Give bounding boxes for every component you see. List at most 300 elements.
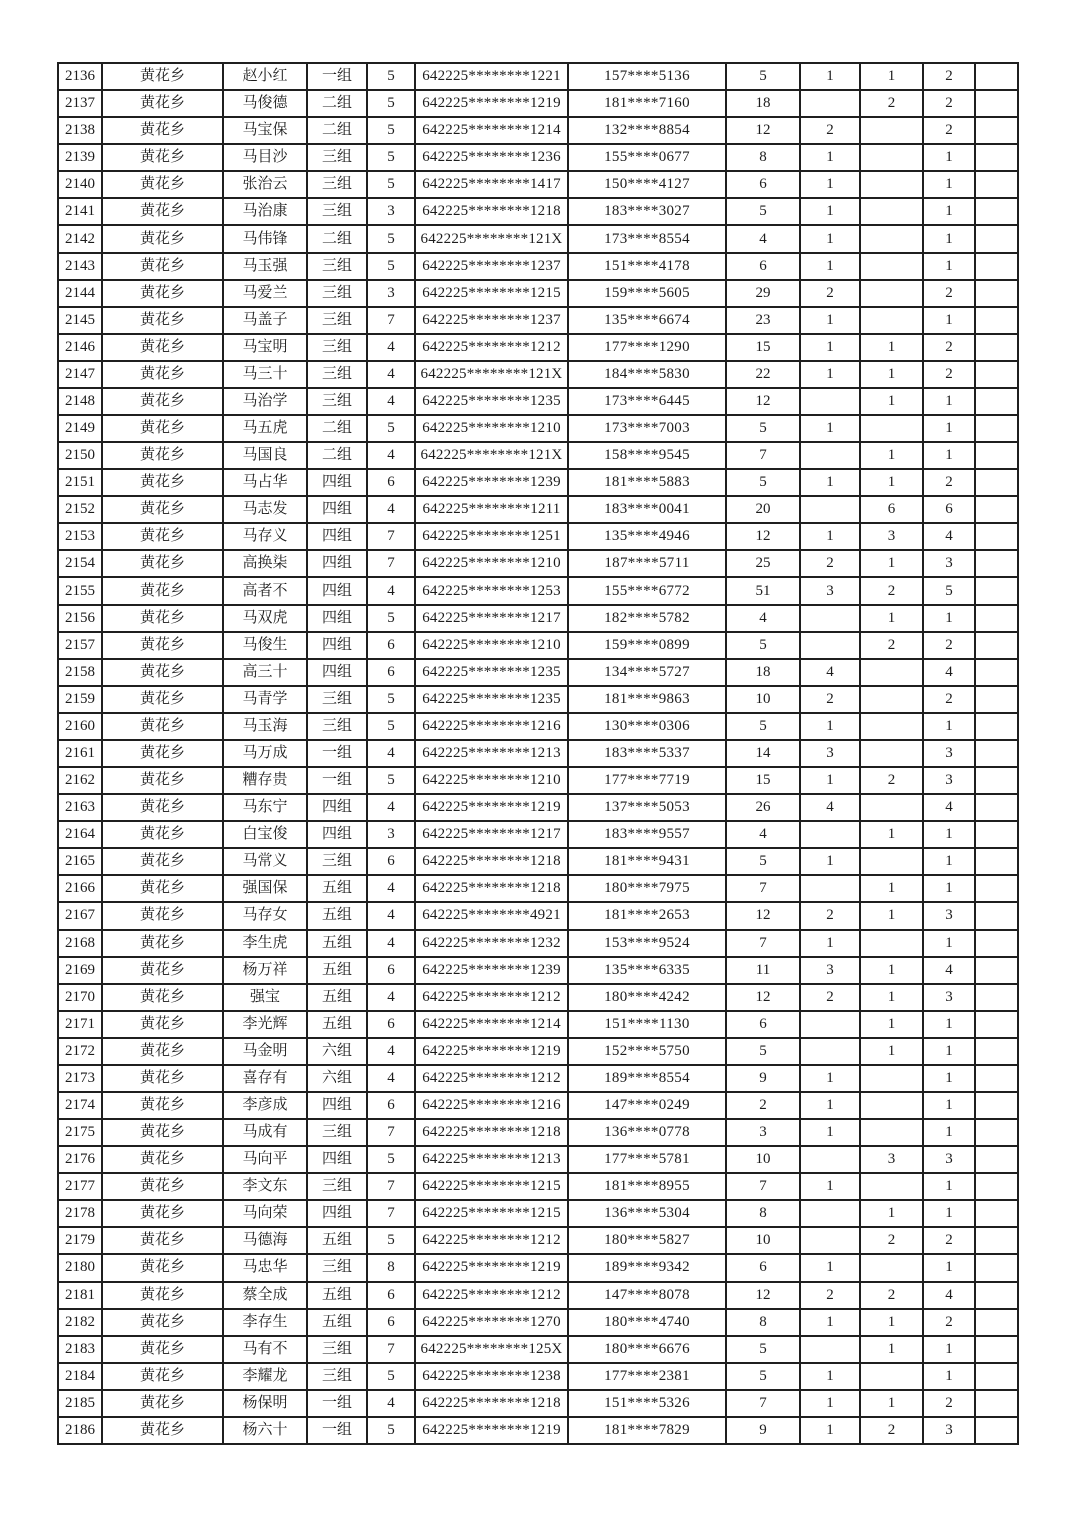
- township: 黄花乡: [102, 523, 223, 550]
- count-1: 12: [726, 1282, 800, 1309]
- count-1: 5: [726, 713, 800, 740]
- household-size: 4: [367, 984, 415, 1011]
- person-name: 马占华: [223, 469, 307, 496]
- count-1: 5: [726, 415, 800, 442]
- household-size: 7: [367, 307, 415, 334]
- count-1: 7: [726, 1390, 800, 1417]
- count-2: 3: [800, 577, 860, 604]
- count-2: 1: [800, 1173, 860, 1200]
- count-2: 1: [800, 1065, 860, 1092]
- blank-cell: [975, 767, 1018, 794]
- id-number-masked: 642225********1270: [415, 1309, 568, 1336]
- count-2: 1: [800, 1254, 860, 1281]
- count-total: 1: [923, 821, 975, 848]
- count-1: 10: [726, 1227, 800, 1254]
- township: 黄花乡: [102, 875, 223, 902]
- blank-cell: [975, 1011, 1018, 1038]
- count-2: 1: [800, 253, 860, 280]
- blank-cell: [975, 1119, 1018, 1146]
- household-size: 4: [367, 442, 415, 469]
- household-size: 5: [367, 415, 415, 442]
- township: 黄花乡: [102, 442, 223, 469]
- sequence-number: 2181: [58, 1282, 102, 1309]
- household-size: 4: [367, 902, 415, 929]
- household-size: 5: [367, 117, 415, 144]
- village-group: 五组: [307, 957, 367, 984]
- count-3: 2: [860, 1417, 923, 1444]
- village-group: 六组: [307, 1038, 367, 1065]
- count-1: 4: [726, 225, 800, 252]
- id-number-masked: 642225********1210: [415, 415, 568, 442]
- township: 黄花乡: [102, 713, 223, 740]
- count-total: 1: [923, 1038, 975, 1065]
- id-number-masked: 642225********1237: [415, 253, 568, 280]
- count-total: 1: [923, 1065, 975, 1092]
- person-name: 强宝: [223, 984, 307, 1011]
- id-number-masked: 642225********1235: [415, 659, 568, 686]
- table-row: [58, 767, 1018, 794]
- table-row: [58, 1254, 1018, 1281]
- blank-cell: [975, 930, 1018, 957]
- phone-masked: 173****6445: [568, 388, 726, 415]
- table-row: [58, 713, 1018, 740]
- count-2: 1: [800, 767, 860, 794]
- household-size: 5: [367, 1363, 415, 1390]
- count-1: 6: [726, 171, 800, 198]
- count-total: 1: [923, 1173, 975, 1200]
- phone-masked: 159****0899: [568, 632, 726, 659]
- count-3: [860, 659, 923, 686]
- phone-masked: 181****7160: [568, 90, 726, 117]
- count-total: 1: [923, 415, 975, 442]
- phone-masked: 157****5136: [568, 63, 726, 90]
- count-3: [860, 307, 923, 334]
- count-1: 4: [726, 821, 800, 848]
- person-name: 蔡全成: [223, 1282, 307, 1309]
- count-total: 3: [923, 902, 975, 929]
- count-2: 1: [800, 334, 860, 361]
- count-3: [860, 713, 923, 740]
- count-3: [860, 1065, 923, 1092]
- id-number-masked: 642225********1218: [415, 1390, 568, 1417]
- table-row: [58, 1146, 1018, 1173]
- count-total: 2: [923, 686, 975, 713]
- sequence-number: 2153: [58, 523, 102, 550]
- village-group: 四组: [307, 496, 367, 523]
- table-row: [58, 902, 1018, 929]
- table-row: [58, 117, 1018, 144]
- person-name: 赵小红: [223, 63, 307, 90]
- township: 黄花乡: [102, 171, 223, 198]
- id-number-masked: 642225********1232: [415, 930, 568, 957]
- count-total: 1: [923, 225, 975, 252]
- count-total: 4: [923, 523, 975, 550]
- phone-masked: 151****1130: [568, 1011, 726, 1038]
- count-2: [800, 1011, 860, 1038]
- township: 黄花乡: [102, 469, 223, 496]
- phone-masked: 155****6772: [568, 577, 726, 604]
- sequence-number: 2186: [58, 1417, 102, 1444]
- blank-cell: [975, 875, 1018, 902]
- person-name: 马万成: [223, 740, 307, 767]
- person-name: 马爱兰: [223, 280, 307, 307]
- phone-masked: 134****5727: [568, 659, 726, 686]
- count-3: [860, 117, 923, 144]
- person-name: 糟存贵: [223, 767, 307, 794]
- sequence-number: 2147: [58, 361, 102, 388]
- household-size: 5: [367, 225, 415, 252]
- village-group: 二组: [307, 415, 367, 442]
- count-1: 25: [726, 550, 800, 577]
- phone-masked: 184****5830: [568, 361, 726, 388]
- count-2: 2: [800, 686, 860, 713]
- village-group: 三组: [307, 713, 367, 740]
- count-1: 11: [726, 957, 800, 984]
- phone-masked: 177****5781: [568, 1146, 726, 1173]
- township: 黄花乡: [102, 1092, 223, 1119]
- count-3: [860, 740, 923, 767]
- township: 黄花乡: [102, 902, 223, 929]
- township: 黄花乡: [102, 632, 223, 659]
- count-1: 14: [726, 740, 800, 767]
- village-group: 三组: [307, 334, 367, 361]
- phone-masked: 181****5883: [568, 469, 726, 496]
- person-name: 高者不: [223, 577, 307, 604]
- count-1: 5: [726, 1038, 800, 1065]
- table-row: [58, 1417, 1018, 1444]
- count-3: 1: [860, 550, 923, 577]
- count-total: 6: [923, 496, 975, 523]
- phone-masked: 155****0677: [568, 144, 726, 171]
- township: 黄花乡: [102, 1038, 223, 1065]
- count-1: 7: [726, 930, 800, 957]
- table-row: [58, 930, 1018, 957]
- count-total: 1: [923, 171, 975, 198]
- sequence-number: 2166: [58, 875, 102, 902]
- table-row: [58, 388, 1018, 415]
- sequence-number: 2163: [58, 794, 102, 821]
- count-3: [860, 171, 923, 198]
- sequence-number: 2176: [58, 1146, 102, 1173]
- count-total: 2: [923, 1309, 975, 1336]
- blank-cell: [975, 307, 1018, 334]
- table-row: [58, 659, 1018, 686]
- count-3: 1: [860, 902, 923, 929]
- count-total: 1: [923, 1363, 975, 1390]
- count-3: 1: [860, 821, 923, 848]
- table-row: [58, 253, 1018, 280]
- village-group: 三组: [307, 388, 367, 415]
- count-total: 3: [923, 1146, 975, 1173]
- village-group: 二组: [307, 117, 367, 144]
- count-2: 1: [800, 523, 860, 550]
- blank-cell: [975, 496, 1018, 523]
- person-name: 强国保: [223, 875, 307, 902]
- id-number-masked: 642225********1215: [415, 1200, 568, 1227]
- count-1: 12: [726, 984, 800, 1011]
- table-row: [58, 1173, 1018, 1200]
- count-3: [860, 415, 923, 442]
- id-number-masked: 642225********125X: [415, 1336, 568, 1363]
- township: 黄花乡: [102, 1173, 223, 1200]
- phone-masked: 180****4242: [568, 984, 726, 1011]
- village-group: 四组: [307, 577, 367, 604]
- id-number-masked: 642225********1219: [415, 1254, 568, 1281]
- id-number-masked: 642225********1215: [415, 280, 568, 307]
- sequence-number: 2146: [58, 334, 102, 361]
- count-3: 1: [860, 1200, 923, 1227]
- household-size: 5: [367, 605, 415, 632]
- table-row: [58, 442, 1018, 469]
- id-number-masked: 642225********1216: [415, 1092, 568, 1119]
- count-3: [860, 1254, 923, 1281]
- person-name: 杨六十: [223, 1417, 307, 1444]
- sequence-number: 2140: [58, 171, 102, 198]
- count-1: 12: [726, 523, 800, 550]
- phone-masked: 135****6335: [568, 957, 726, 984]
- count-2: [800, 632, 860, 659]
- count-2: 4: [800, 659, 860, 686]
- person-name: 马青学: [223, 686, 307, 713]
- id-number-masked: 642225********4921: [415, 902, 568, 929]
- township: 黄花乡: [102, 1227, 223, 1254]
- person-name: 马国良: [223, 442, 307, 469]
- count-1: 12: [726, 902, 800, 929]
- count-2: 4: [800, 794, 860, 821]
- township: 黄花乡: [102, 280, 223, 307]
- id-number-masked: 642225********1238: [415, 1363, 568, 1390]
- id-number-masked: 642225********1214: [415, 117, 568, 144]
- township: 黄花乡: [102, 1282, 223, 1309]
- table-row: [58, 1309, 1018, 1336]
- blank-cell: [975, 63, 1018, 90]
- phone-masked: 151****4178: [568, 253, 726, 280]
- count-2: 3: [800, 740, 860, 767]
- household-size: 7: [367, 1119, 415, 1146]
- blank-cell: [975, 469, 1018, 496]
- phone-masked: 147****0249: [568, 1092, 726, 1119]
- count-3: [860, 794, 923, 821]
- person-name: 马盖子: [223, 307, 307, 334]
- count-total: 2: [923, 63, 975, 90]
- person-name: 高换柒: [223, 550, 307, 577]
- household-size: 5: [367, 171, 415, 198]
- township: 黄花乡: [102, 225, 223, 252]
- count-total: 3: [923, 550, 975, 577]
- sequence-number: 2169: [58, 957, 102, 984]
- phone-masked: 181****7829: [568, 1417, 726, 1444]
- person-name: 张治云: [223, 171, 307, 198]
- count-1: 5: [726, 469, 800, 496]
- village-group: 五组: [307, 1011, 367, 1038]
- id-number-masked: 642225********1417: [415, 171, 568, 198]
- village-group: 六组: [307, 1065, 367, 1092]
- table-row: [58, 794, 1018, 821]
- village-group: 三组: [307, 280, 367, 307]
- village-group: 四组: [307, 1146, 367, 1173]
- count-2: 1: [800, 1363, 860, 1390]
- count-1: 6: [726, 253, 800, 280]
- id-number-masked: 642225********1210: [415, 767, 568, 794]
- township: 黄花乡: [102, 253, 223, 280]
- person-name: 马五虎: [223, 415, 307, 442]
- blank-cell: [975, 361, 1018, 388]
- village-group: 四组: [307, 632, 367, 659]
- blank-cell: [975, 280, 1018, 307]
- sequence-number: 2137: [58, 90, 102, 117]
- person-name: 马宝明: [223, 334, 307, 361]
- phone-masked: 183****5337: [568, 740, 726, 767]
- phone-masked: 153****9524: [568, 930, 726, 957]
- person-name: 马德海: [223, 1227, 307, 1254]
- count-2: 3: [800, 957, 860, 984]
- count-1: 9: [726, 1417, 800, 1444]
- village-group: 四组: [307, 469, 367, 496]
- count-2: [800, 875, 860, 902]
- blank-cell: [975, 1092, 1018, 1119]
- id-number-masked: 642225********1212: [415, 334, 568, 361]
- count-2: 2: [800, 550, 860, 577]
- count-1: 5: [726, 1336, 800, 1363]
- person-name: 李彦成: [223, 1092, 307, 1119]
- count-3: [860, 930, 923, 957]
- sequence-number: 2158: [58, 659, 102, 686]
- table-row: [58, 1092, 1018, 1119]
- blank-cell: [975, 794, 1018, 821]
- count-1: 9: [726, 1065, 800, 1092]
- blank-cell: [975, 957, 1018, 984]
- id-number-masked: 642225********1218: [415, 848, 568, 875]
- id-number-masked: 642225********1235: [415, 686, 568, 713]
- count-1: 6: [726, 1011, 800, 1038]
- phone-masked: 151****5326: [568, 1390, 726, 1417]
- township: 黄花乡: [102, 1254, 223, 1281]
- village-group: 二组: [307, 225, 367, 252]
- count-3: 1: [860, 1038, 923, 1065]
- sequence-number: 2171: [58, 1011, 102, 1038]
- person-name: 马向平: [223, 1146, 307, 1173]
- person-name: 马向荣: [223, 1200, 307, 1227]
- village-group: 三组: [307, 361, 367, 388]
- household-size: 5: [367, 713, 415, 740]
- count-2: 1: [800, 225, 860, 252]
- blank-cell: [975, 1038, 1018, 1065]
- count-1: 10: [726, 686, 800, 713]
- count-3: 1: [860, 469, 923, 496]
- village-group: 一组: [307, 63, 367, 90]
- table-row: [58, 686, 1018, 713]
- phone-masked: 152****5750: [568, 1038, 726, 1065]
- blank-cell: [975, 334, 1018, 361]
- household-size: 7: [367, 523, 415, 550]
- sequence-number: 2154: [58, 550, 102, 577]
- table-row: [58, 577, 1018, 604]
- id-number-masked: 642225********121X: [415, 442, 568, 469]
- person-name: 马伟锋: [223, 225, 307, 252]
- count-1: 15: [726, 767, 800, 794]
- id-number-masked: 642225********1218: [415, 875, 568, 902]
- village-group: 三组: [307, 1363, 367, 1390]
- phone-masked: 183****0041: [568, 496, 726, 523]
- blank-cell: [975, 1309, 1018, 1336]
- phone-masked: 136****5304: [568, 1200, 726, 1227]
- household-size: 4: [367, 740, 415, 767]
- household-size: 4: [367, 1390, 415, 1417]
- count-1: 5: [726, 848, 800, 875]
- count-1: 8: [726, 1309, 800, 1336]
- sequence-number: 2157: [58, 632, 102, 659]
- sequence-number: 2173: [58, 1065, 102, 1092]
- village-group: 三组: [307, 1254, 367, 1281]
- id-number-masked: 642225********1219: [415, 90, 568, 117]
- table-row: [58, 821, 1018, 848]
- sequence-number: 2143: [58, 253, 102, 280]
- village-group: 四组: [307, 659, 367, 686]
- blank-cell: [975, 1417, 1018, 1444]
- township: 黄花乡: [102, 90, 223, 117]
- household-size: 7: [367, 1173, 415, 1200]
- person-name: 杨万祥: [223, 957, 307, 984]
- phone-masked: 177****1290: [568, 334, 726, 361]
- id-number-masked: 642225********1216: [415, 713, 568, 740]
- count-1: 4: [726, 605, 800, 632]
- household-size: 7: [367, 1200, 415, 1227]
- township: 黄花乡: [102, 605, 223, 632]
- village-group: 五组: [307, 984, 367, 1011]
- blank-cell: [975, 171, 1018, 198]
- count-1: 51: [726, 577, 800, 604]
- sequence-number: 2182: [58, 1309, 102, 1336]
- phone-masked: 136****0778: [568, 1119, 726, 1146]
- township: 黄花乡: [102, 1065, 223, 1092]
- count-total: 1: [923, 848, 975, 875]
- household-size: 6: [367, 469, 415, 496]
- count-2: 2: [800, 1282, 860, 1309]
- blank-cell: [975, 1363, 1018, 1390]
- count-1: 2: [726, 1092, 800, 1119]
- township: 黄花乡: [102, 307, 223, 334]
- count-total: 4: [923, 794, 975, 821]
- phone-masked: 150****4127: [568, 171, 726, 198]
- blank-cell: [975, 388, 1018, 415]
- village-group: 五组: [307, 902, 367, 929]
- village-group: 三组: [307, 686, 367, 713]
- count-total: 3: [923, 740, 975, 767]
- township: 黄花乡: [102, 821, 223, 848]
- count-3: 1: [860, 605, 923, 632]
- village-group: 五组: [307, 875, 367, 902]
- phone-masked: 173****8554: [568, 225, 726, 252]
- id-number-masked: 642225********1219: [415, 1038, 568, 1065]
- phone-masked: 182****5782: [568, 605, 726, 632]
- township: 黄花乡: [102, 1200, 223, 1227]
- table-row: [58, 334, 1018, 361]
- person-name: 马志发: [223, 496, 307, 523]
- count-total: 1: [923, 442, 975, 469]
- count-1: 7: [726, 875, 800, 902]
- id-number-masked: 642225********1239: [415, 469, 568, 496]
- township: 黄花乡: [102, 659, 223, 686]
- count-3: 1: [860, 442, 923, 469]
- person-name: 李生虎: [223, 930, 307, 957]
- count-1: 5: [726, 198, 800, 225]
- person-name: 马目沙: [223, 144, 307, 171]
- sequence-number: 2142: [58, 225, 102, 252]
- phone-masked: 130****0306: [568, 713, 726, 740]
- count-total: 1: [923, 388, 975, 415]
- sequence-number: 2183: [58, 1336, 102, 1363]
- table-row: [58, 63, 1018, 90]
